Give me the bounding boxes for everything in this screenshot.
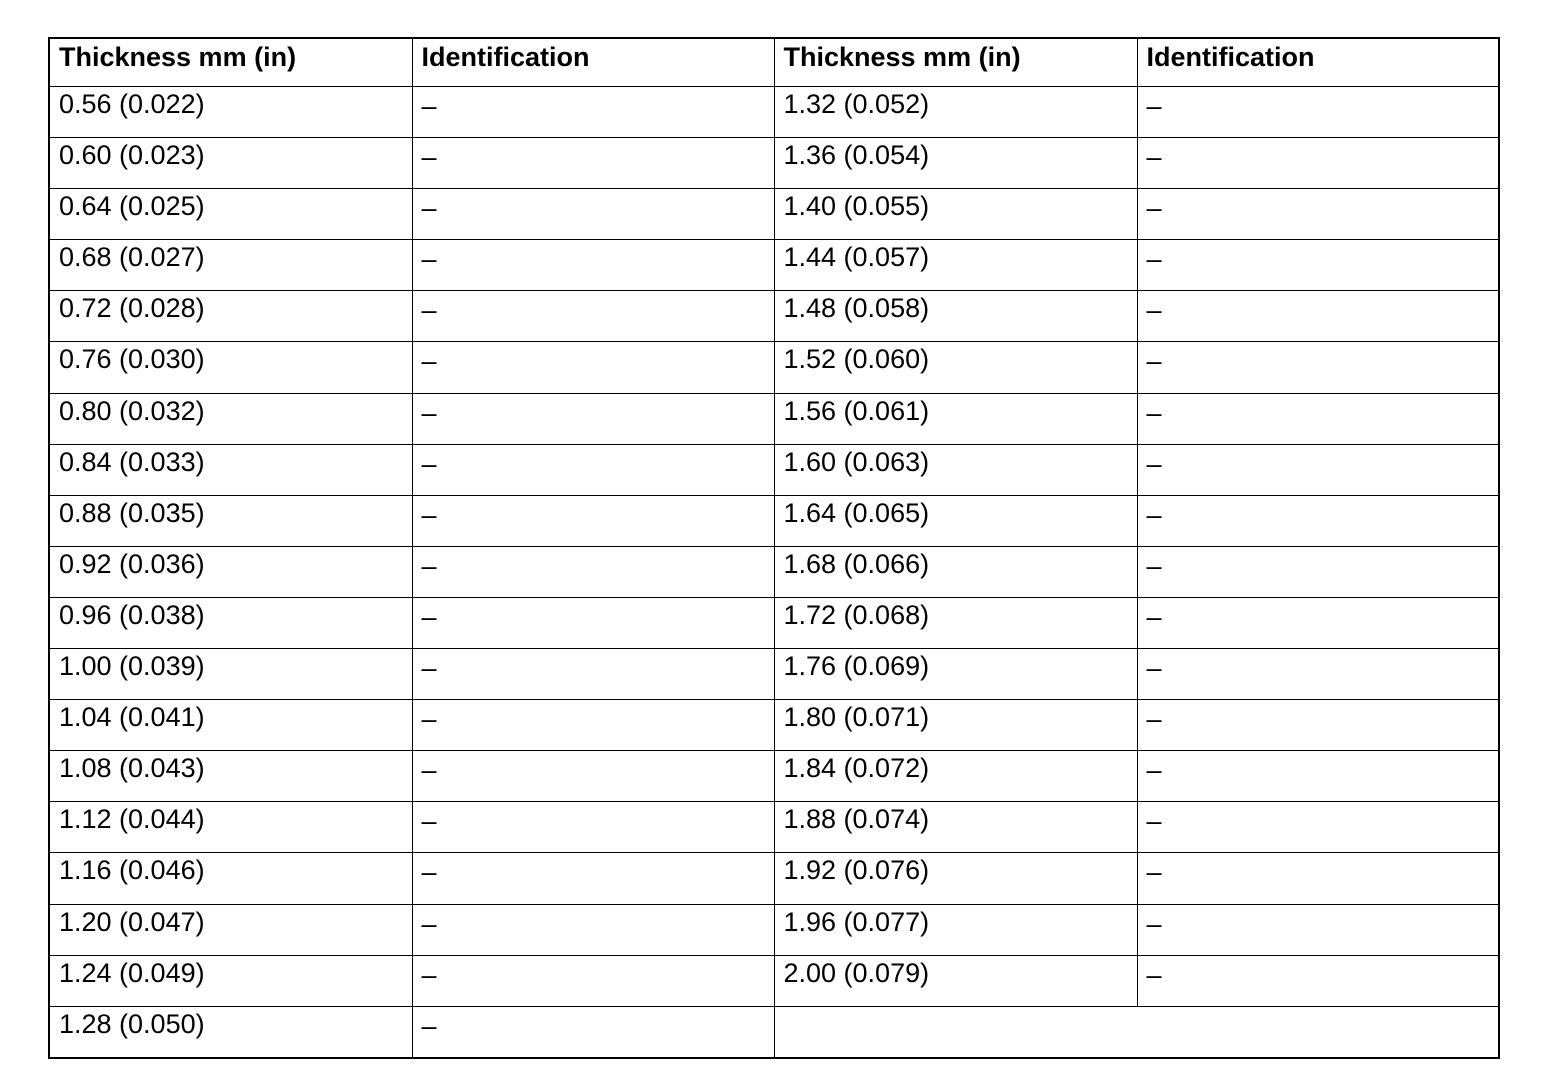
identification-value: – xyxy=(1146,601,1162,632)
identification-value: – xyxy=(1146,397,1162,428)
identification-cell xyxy=(412,291,774,342)
thickness-cell: 0.68 (0.027) xyxy=(49,240,412,291)
table-row xyxy=(49,495,1499,546)
thickness-cell: 1.48 (0.058) xyxy=(774,291,1137,342)
identification-value: – xyxy=(421,704,437,735)
identification-cell xyxy=(412,955,774,1006)
identification-value: – xyxy=(1146,91,1162,121)
thickness-cell: 1.16 (0.046) xyxy=(49,853,412,904)
thickness-cell: 0.84 (0.033) xyxy=(49,444,412,495)
identification-value: – xyxy=(421,908,437,939)
identification-value: – xyxy=(421,295,437,326)
identification-cell xyxy=(412,853,774,904)
table-row xyxy=(49,802,1499,853)
identification-value: – xyxy=(421,653,437,684)
identification-value: – xyxy=(1146,857,1162,888)
identification-cell xyxy=(1137,955,1499,1006)
identification-value: – xyxy=(1146,959,1162,990)
identification-value: – xyxy=(421,448,437,479)
identification-cell xyxy=(1137,802,1499,853)
thickness-cell: 1.92 (0.076) xyxy=(774,853,1137,904)
identification-cell xyxy=(1137,649,1499,700)
thickness-cell: 1.08 (0.043) xyxy=(49,751,412,802)
identification-value: – xyxy=(1146,806,1162,837)
identification-value: – xyxy=(421,806,437,837)
table-row xyxy=(49,597,1499,648)
thickness-cell: 0.56 (0.022) xyxy=(49,87,412,138)
identification-cell xyxy=(1137,138,1499,189)
identification-cell xyxy=(412,802,774,853)
identification-cell xyxy=(412,1006,774,1058)
identification-cell xyxy=(1137,393,1499,444)
thickness-cell: 1.68 (0.066) xyxy=(774,546,1137,597)
identification-value: – xyxy=(1146,704,1162,735)
header-thickness-left: Thickness mm (in) xyxy=(49,38,412,87)
thickness-cell: 1.00 (0.039) xyxy=(49,649,412,700)
identification-cell xyxy=(412,240,774,291)
table-row xyxy=(49,955,1499,1006)
identification-value: – xyxy=(421,91,437,121)
thickness-cell: 0.80 (0.032) xyxy=(49,393,412,444)
table-row xyxy=(49,700,1499,751)
thickness-cell: 0.92 (0.036) xyxy=(49,546,412,597)
identification-cell xyxy=(412,904,774,955)
thickness-cell: 0.72 (0.028) xyxy=(49,291,412,342)
thickness-cell: 1.28 (0.050) xyxy=(49,1006,412,1058)
table-row xyxy=(49,1006,1499,1058)
thickness-cell: 0.88 (0.035) xyxy=(49,495,412,546)
header-thickness-right: Thickness mm (in) xyxy=(774,38,1137,87)
identification-value: – xyxy=(1146,346,1162,377)
table-row xyxy=(49,751,1499,802)
identification-cell xyxy=(412,444,774,495)
identification-value: – xyxy=(1146,550,1162,581)
table-row xyxy=(49,444,1499,495)
identification-value: – xyxy=(421,193,437,224)
thickness-cell: 1.60 (0.063) xyxy=(774,444,1137,495)
table-body xyxy=(49,87,1499,1059)
thickness-cell: 1.20 (0.047) xyxy=(49,904,412,955)
identification-cell xyxy=(1137,751,1499,802)
identification-value: – xyxy=(421,142,437,173)
identification-cell xyxy=(1137,240,1499,291)
thickness-cell: 1.80 (0.071) xyxy=(774,700,1137,751)
identification-cell xyxy=(1137,904,1499,955)
thickness-cell: 1.84 (0.072) xyxy=(774,751,1137,802)
identification-cell xyxy=(412,751,774,802)
header-identification-left: Identification xyxy=(412,38,774,87)
thickness-cell: 1.24 (0.049) xyxy=(49,955,412,1006)
thickness-cell: 1.76 (0.069) xyxy=(774,649,1137,700)
identification-cell xyxy=(412,597,774,648)
table-row xyxy=(49,393,1499,444)
thickness-cell: 1.36 (0.054) xyxy=(774,138,1137,189)
thickness-cell: 0.96 (0.038) xyxy=(49,597,412,648)
table-row xyxy=(49,240,1499,291)
thickness-cell: 1.56 (0.061) xyxy=(774,393,1137,444)
thickness-cell: 2.00 (0.079) xyxy=(774,955,1137,1006)
identification-value: – xyxy=(1146,908,1162,939)
identification-value: – xyxy=(1146,499,1162,530)
table-row xyxy=(49,342,1499,393)
identification-cell xyxy=(1137,342,1499,393)
thickness-cell: 1.64 (0.065) xyxy=(774,495,1137,546)
identification-cell xyxy=(1137,495,1499,546)
identification-value: – xyxy=(1146,653,1162,684)
identification-value: – xyxy=(1146,142,1162,173)
identification-cell xyxy=(412,700,774,751)
thickness-cell: 1.72 (0.068) xyxy=(774,597,1137,648)
identification-value: – xyxy=(421,397,437,428)
table-row xyxy=(49,138,1499,189)
identification-cell xyxy=(1137,853,1499,904)
table-row xyxy=(49,87,1499,138)
identification-cell xyxy=(412,87,774,138)
table-row xyxy=(49,904,1499,955)
identification-value: – xyxy=(421,244,437,275)
identification-cell xyxy=(412,495,774,546)
identification-value: – xyxy=(421,346,437,377)
identification-cell xyxy=(1137,444,1499,495)
thickness-cell: 1.12 (0.044) xyxy=(49,802,412,853)
thickness-cell: 1.44 (0.057) xyxy=(774,240,1137,291)
identification-cell xyxy=(412,138,774,189)
identification-cell xyxy=(1137,700,1499,751)
identification-cell xyxy=(412,649,774,700)
identification-value: – xyxy=(421,755,437,786)
identification-cell xyxy=(1137,597,1499,648)
table-row xyxy=(49,291,1499,342)
header-row xyxy=(49,38,1499,87)
identification-cell xyxy=(412,189,774,240)
identification-cell xyxy=(1137,189,1499,240)
shim-thickness-table xyxy=(48,37,1500,1059)
identification-value: – xyxy=(421,1010,437,1041)
identification-cell xyxy=(412,342,774,393)
thickness-cell: 1.52 (0.060) xyxy=(774,342,1137,393)
table-row xyxy=(49,189,1499,240)
table-row xyxy=(49,853,1499,904)
thickness-cell: 0.60 (0.023) xyxy=(49,138,412,189)
identification-value: – xyxy=(1146,244,1162,275)
identification-value: – xyxy=(1146,448,1162,479)
empty-cell xyxy=(774,1006,1499,1058)
identification-value: – xyxy=(1146,295,1162,326)
thickness-cell: 1.04 (0.041) xyxy=(49,700,412,751)
table-row xyxy=(49,649,1499,700)
identification-cell xyxy=(1137,546,1499,597)
thickness-cell: 0.64 (0.025) xyxy=(49,189,412,240)
identification-value: – xyxy=(421,959,437,990)
identification-value: – xyxy=(421,601,437,632)
header-identification-right: Identification xyxy=(1137,38,1499,87)
identification-value: – xyxy=(421,499,437,530)
thickness-cell: 1.40 (0.055) xyxy=(774,189,1137,240)
identification-cell xyxy=(1137,291,1499,342)
identification-value: – xyxy=(421,550,437,581)
thickness-cell: 1.32 (0.052) xyxy=(774,87,1137,138)
thickness-cell: 1.88 (0.074) xyxy=(774,802,1137,853)
identification-cell xyxy=(412,546,774,597)
thickness-cell: 1.96 (0.077) xyxy=(774,904,1137,955)
thickness-cell: 0.76 (0.030) xyxy=(49,342,412,393)
identification-value: – xyxy=(1146,193,1162,224)
identification-value: – xyxy=(421,857,437,888)
table-row xyxy=(49,546,1499,597)
identification-cell xyxy=(412,393,774,444)
identification-cell xyxy=(1137,87,1499,138)
identification-value: – xyxy=(1146,755,1162,786)
